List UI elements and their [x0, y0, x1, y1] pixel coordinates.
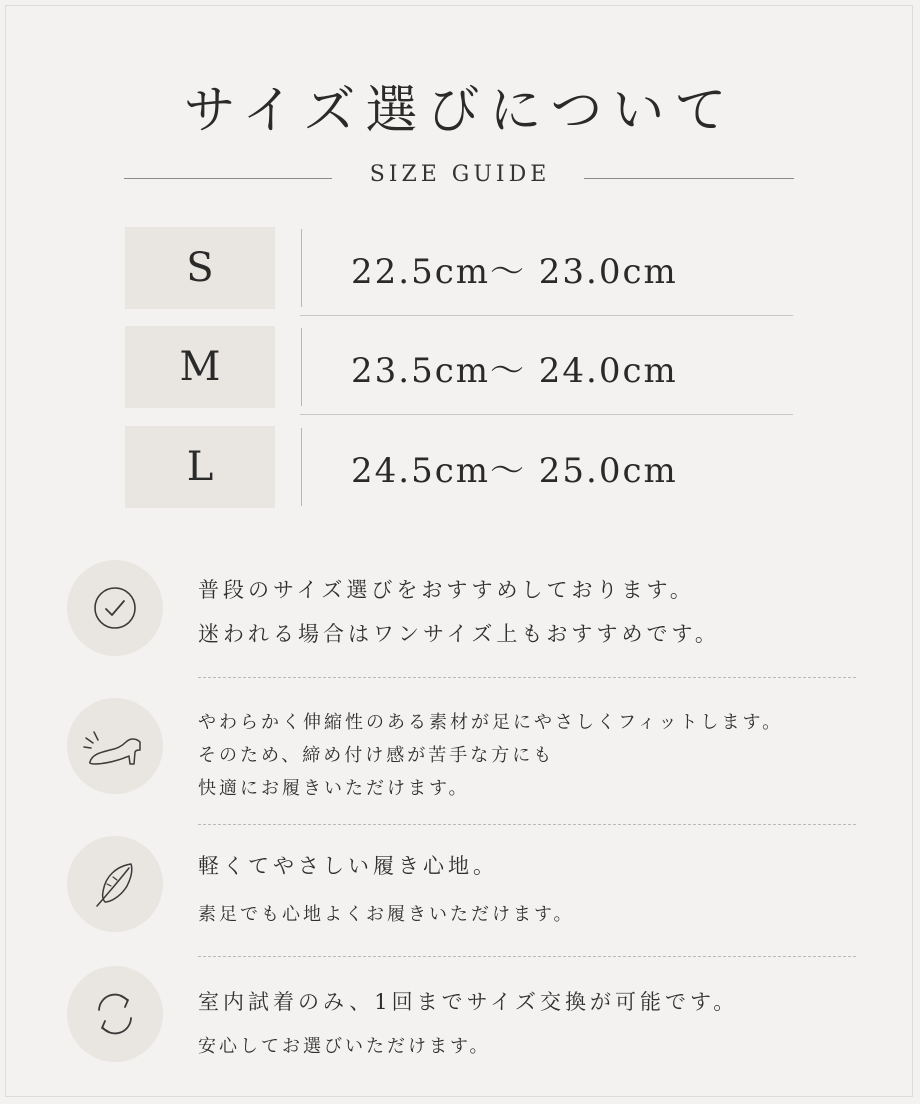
page-title: サイズ選びについて — [183, 81, 737, 141]
size-label: M — [125, 326, 275, 408]
feature-text: 室内試着のみ、1回までサイズ交換が可能です。 — [198, 990, 739, 1014]
page-subtitle: SIZE GUIDE — [369, 162, 551, 187]
feature-text: 安心してお選びいただけます。 — [198, 1036, 491, 1057]
size-range: 22.5cm～ 23.0cm — [351, 251, 678, 292]
feature-text: 普段のサイズ選びをおすすめしております。 — [198, 578, 695, 602]
feature-text: 快適にお履きいただけます。 — [198, 778, 470, 799]
shoe-icon — [67, 698, 163, 794]
size-divider — [301, 229, 302, 307]
feather-icon — [67, 836, 163, 932]
feature-text: 素足でも心地よくお履きいただけます。 — [198, 904, 575, 925]
dashed-separator — [198, 956, 856, 957]
feature-text: そのため、締め付け感が苦手な方にも — [198, 745, 555, 766]
feature-text: やわらかく伸縮性のある素材が足にやさしくフィットします。 — [198, 712, 784, 733]
size-row-m — [125, 326, 793, 408]
feature-text: 迷われる場合はワンサイズ上もおすすめです。 — [198, 622, 720, 646]
size-range: 24.5cm～ 25.0cm — [351, 450, 678, 491]
exchange-icon — [67, 966, 163, 1062]
dashed-separator — [198, 677, 856, 678]
size-divider — [301, 428, 302, 506]
feature-text: 軽くてやさしい履き心地。 — [198, 854, 498, 878]
size-label: L — [125, 426, 275, 508]
size-row-l — [125, 426, 793, 508]
check-icon — [67, 560, 163, 656]
row-separator — [300, 414, 793, 415]
size-range: 23.5cm～ 24.0cm — [351, 350, 678, 391]
dashed-separator — [198, 824, 856, 825]
size-divider — [301, 328, 302, 406]
size-row-s — [125, 227, 793, 309]
size-label: S — [125, 227, 275, 309]
row-separator — [300, 315, 793, 316]
